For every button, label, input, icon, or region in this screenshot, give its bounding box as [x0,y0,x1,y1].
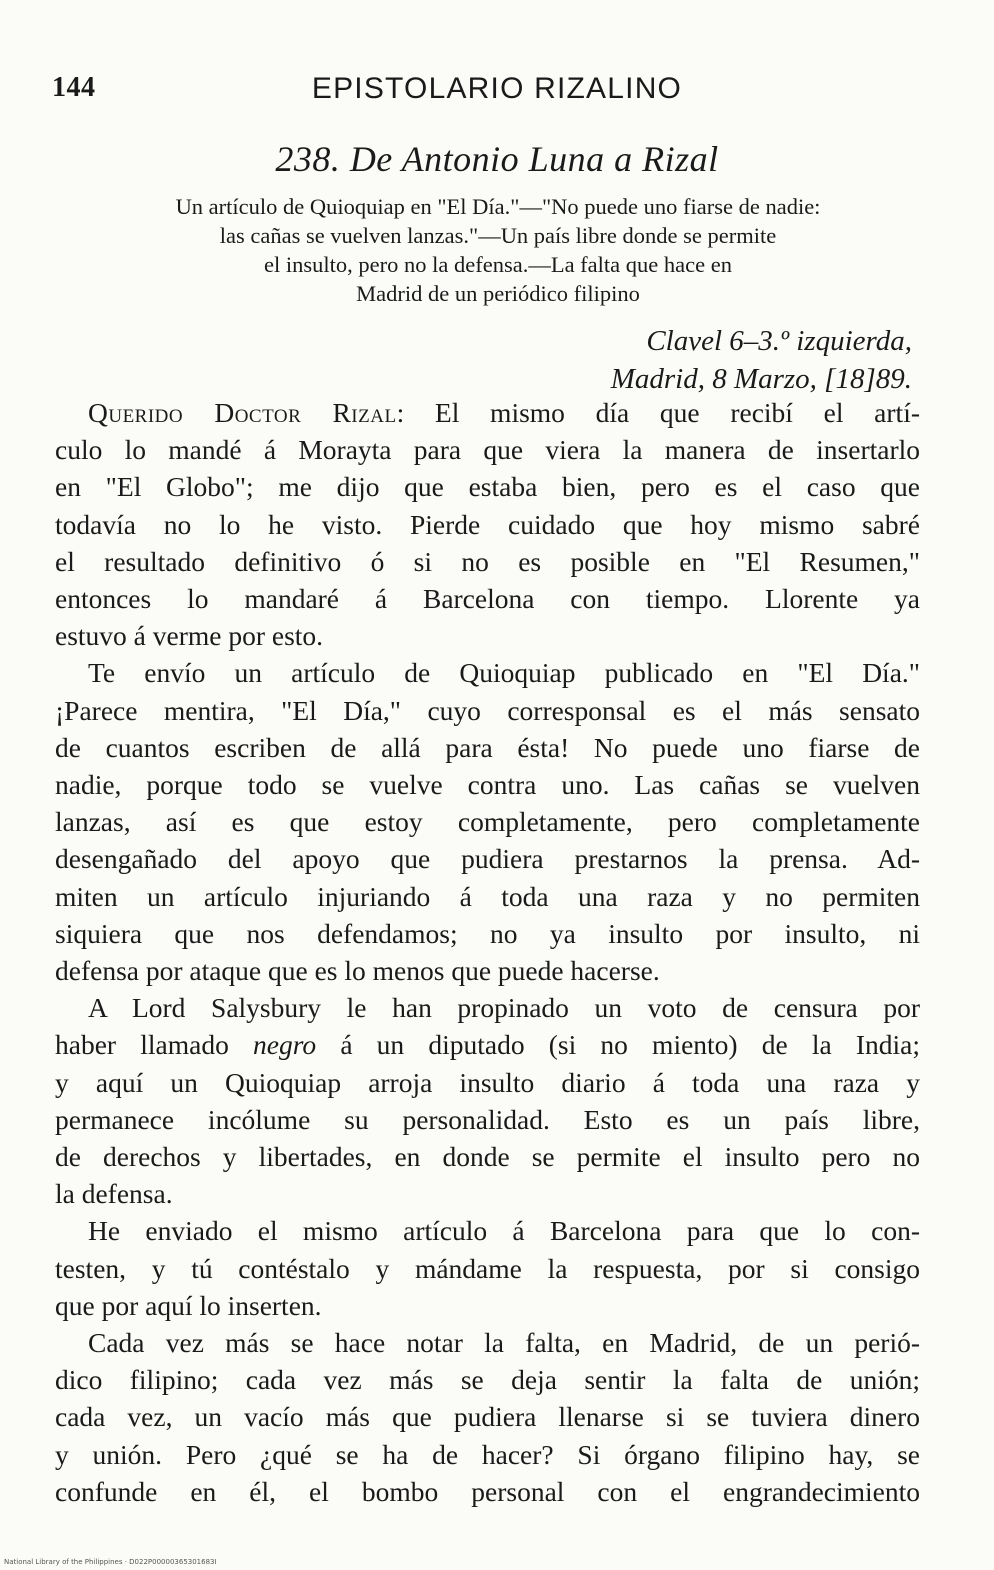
body-line: de derechos y libertades, en donde se permite el insulto pero no [55,1141,920,1173]
body-line: siquiera que nos defendamos; no ya insulto por insulto, ni [55,917,920,949]
body-line: y aquí un Quioquiap arroja insulto diario á toda una raza y [55,1066,920,1098]
body-line: haber llamado negro á un diputado (si no miento) de la India; [55,1029,921,1061]
body-line: desengañado del apoyo que pudiera prestarnos la prensa. Ad- [55,843,920,875]
summary-line: Madrid de un periódico filipino [356,281,640,306]
summary-line: Un artículo de Quioquiap en "El Día."—"No puede uno fiarse de nadie: [175,194,821,219]
body-line: culo lo mandé á Morayta para que viera la manera de insertarlo [55,434,920,466]
summary-line: el insulto, pero no la defensa.—La falta que hace en [264,252,732,277]
body-line: permanece incólume su personalidad. Esto es un país libre, [55,1103,920,1135]
body-line: lanzas, así es que estoy completamente, pero completamente [55,806,920,838]
summary-line: las cañas se vuelven lanzas."—Un país libre donde se permite [219,223,777,248]
body-line: en "El Globo"; me dijo que estaba bien, pero es el caso que [55,471,920,503]
body-line: la defensa. [55,1178,173,1210]
body-line: que por aquí lo inserten. [55,1289,322,1321]
scan-credit: National Library of the Philippines · D022P00000365301683I [4,1558,217,1566]
letter-title: 238. De Antonio Luna a Rizal [275,139,719,179]
body-line: nadie, porque todo se vuelve contra uno. Las cañas se vuelven [55,769,920,801]
body-line: y unión. Pero ¿qué se ha de hacer? Si órgano filipino hay, se [55,1438,920,1470]
body-line: cada vez, un vacío más que pudiera llenarse si se tuviera dinero [55,1401,920,1433]
body-line: defensa por ataque que es lo menos que puede hacerse. [55,955,660,987]
body-line: dico filipino; cada vez más se deja sentir la falta de unión; [55,1364,920,1396]
body-line: ¡Parece mentira, "El Día," cuyo corresponsal es el más sensato [55,694,920,726]
letter-summary [78,192,918,308]
body-line: de cuantos escriben de allá para ésta! No puede uno fiarse de [55,731,920,763]
body-line: He enviado el mismo artículo á Barcelona para que lo con- [88,1215,920,1247]
body-line: estuvo á verme por esto. [55,620,324,652]
salutation: Querido Doctor Rizal [88,397,397,428]
dateline [611,322,912,398]
dateline-address: Clavel 6–3.º izquierda, [646,325,912,357]
dateline-date: Madrid, 8 Marzo, [18]89. [610,363,912,395]
body-line: A Lord Salysbury le han propinado un voto de censura por [88,992,920,1024]
body-line: Cada vez más se hace notar la falta, en Madrid, de un perió- [88,1327,920,1359]
body-line: entonces lo mandaré á Barcelona con tiempo. Llorente ya [55,583,920,615]
body-line: Te envío un artículo de Quioquiap publicado en "El Día." [88,657,920,689]
italic-word: negro [253,1029,317,1061]
body-line: el resultado definitivo ó si no es posible en "El Resumen," [55,545,920,577]
body-line: todavía no lo he visto. Pierde cuidado que hoy mismo sabré [55,508,920,540]
body-line: testen, y tú contéstalo y mándame la respuesta, por si consigo [55,1252,920,1284]
body-line: Querido Doctor Rizal: El mismo día que recibí el artí- [88,397,920,428]
page-number: 144 [52,72,96,103]
body-line: miten un artículo injuriando á toda una raza y no permiten [55,880,920,912]
letter-body [55,394,920,1510]
running-title: EPISTOLARIO RIZALINO [311,72,683,105]
body-line: confunde en él, el bombo personal con el engrandecimiento [55,1475,920,1507]
